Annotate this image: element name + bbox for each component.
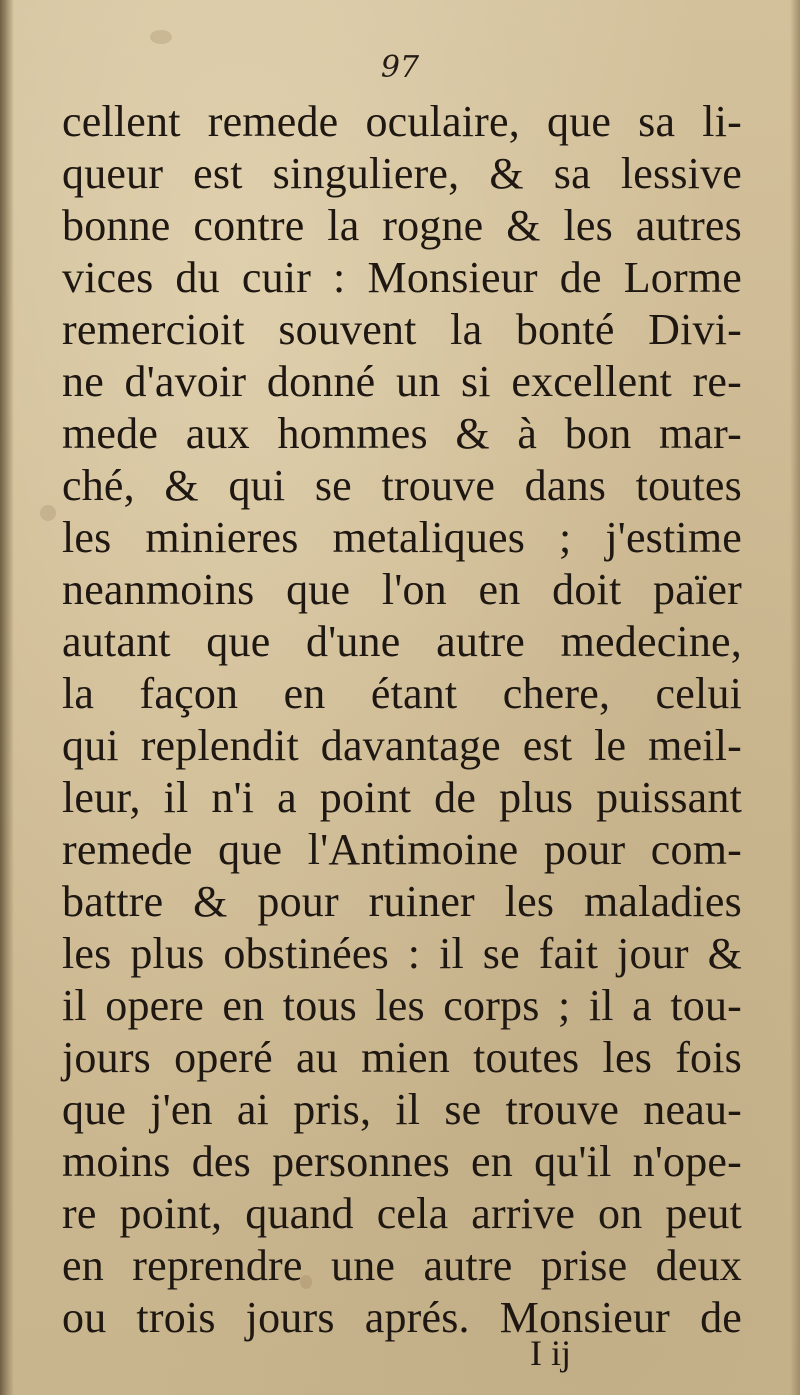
text-line: neanmoins que l'on en doit païer (62, 565, 742, 614)
text-line: ne d'avoir donné un si excellent re- (62, 357, 742, 406)
text-line: ou trois jours aprés. Monsieur de (62, 1293, 742, 1342)
text-line: remercioit souvent la bonté Divi- (62, 305, 742, 354)
text-line: vices du cuir : Monsieur de Lorme (62, 253, 742, 302)
page-number: 97 (380, 50, 420, 85)
text-line: battre & pour ruiner les maladies (62, 877, 742, 926)
text-line: que j'en ai pris, il se trouve neau- (62, 1085, 742, 1134)
text-line: qui replendit davantage est le meil- (62, 721, 742, 770)
text-line: remede que l'Antimoine pour com- (62, 825, 742, 874)
text-line: autant que d'une autre medecine, (62, 617, 742, 666)
paper-stain (150, 30, 172, 44)
text-line: en reprendre une autre prise deux (62, 1241, 742, 1290)
text-line: bonne contre la rogne & les autres (62, 201, 742, 250)
text-line: cellent remede oculaire, que sa li- (62, 97, 742, 146)
paper-stain (40, 505, 56, 521)
page-gutter-shadow (0, 0, 14, 1395)
text-line: jours operé au mien toutes les fois (62, 1033, 742, 1082)
signature-mark: I ij (530, 1333, 571, 1373)
page-edge-shadow (790, 0, 800, 1395)
text-line: mede aux hommes & à bon mar- (62, 409, 742, 458)
text-line: les plus obstinées : il se fait jour & (62, 929, 742, 978)
body-text (62, 96, 742, 1344)
text-line: ché, & qui se trouve dans toutes (62, 461, 742, 510)
text-line: leur, il n'i a point de plus puissant (62, 773, 742, 822)
text-line: il opere en tous les corps ; il a tou- (62, 981, 742, 1030)
text-line: queur est singuliere, & sa lessive (62, 149, 742, 198)
text-line: moins des personnes en qu'il n'ope- (62, 1137, 742, 1186)
text-line: les minieres metaliques ; j'estime (62, 513, 742, 562)
text-line: la façon en étant chere, celui (62, 669, 742, 718)
text-line: re point, quand cela arrive on peut (62, 1189, 742, 1238)
